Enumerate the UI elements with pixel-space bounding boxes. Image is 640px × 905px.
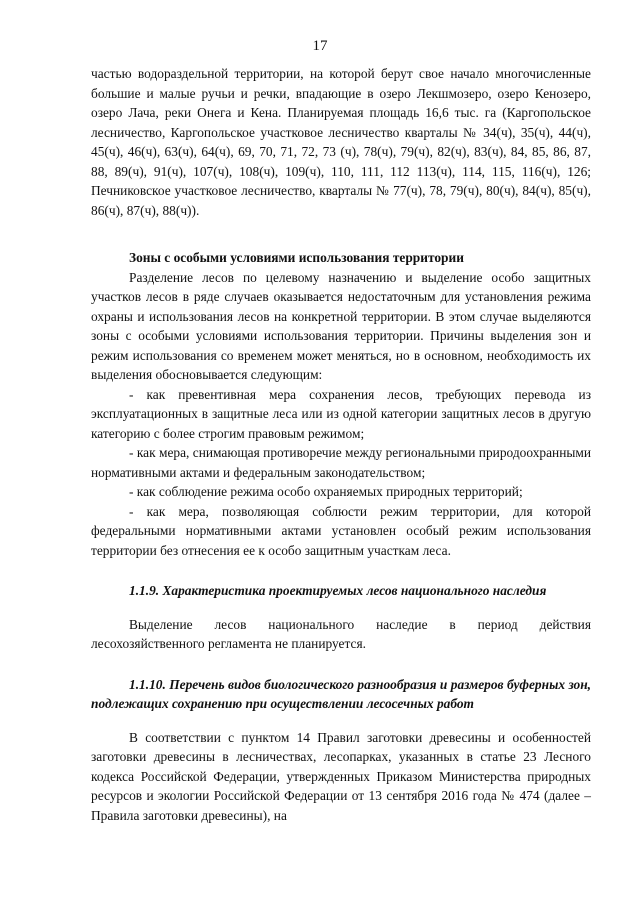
zones-heading: Зоны с особыми условиями использования территории bbox=[129, 250, 464, 265]
bullet-item: - как соблюдение режима особо охраняемых природных территорий; bbox=[129, 484, 523, 499]
zones-paragraph: Разделение лесов по целевому назначению и выделение особо защитных участков лесов в ряде случаев оказывается недостаточным для установления режима охраны и использования лесов на конкретной территории. В этом случае выделяются зоны с особыми условиями использования территории. Причины выделения зон и режим использования со временем может меняться, но в основном, необходимость их выделения обосновывается следующим: bbox=[91, 269, 591, 382]
intro-paragraph: частью водораздельной территории, на которой берут свое начало многочисленные большие и малые ручьи и речки, впадающие в озеро Лекшмозеро, озеро Кенозеро, озеро Лача, реки Онега и Кена. Планируемая площадь 16,6 тыс. га (Каргопольское лесничество, Каргопольское участковое лесничество кварталы № 34(ч), 35(ч), 44(ч), 45(ч), 46(ч), 63(ч), 64(ч), 69, 70, 71, 72, 73 (ч), 78(ч), 79(ч), 82(ч), 83(ч), 84, 85, 86, 87, 88, 89(ч), 91(ч), 107(ч), 108(ч), 109(ч), 110, 111, 112 113(ч), 114, 115, 116(ч), 126; Печниковское участковое лесничество, кварталы № 77(ч), 78, 79(ч), 80(ч), 84(ч), 85(ч), 86(ч), 87(ч), 88(ч)). bbox=[91, 66, 591, 218]
page-body bbox=[91, 64, 591, 825]
page-number: 17 bbox=[312, 38, 328, 54]
spacer bbox=[91, 220, 591, 248]
section-1110-heading: 1.1.10. Перечень видов биологического разнообразия и размеров буферных зон, подлежащих сохранению при осуществлении лесосечных работ bbox=[91, 676, 591, 711]
bullet-item: - как превентивная мера сохранения лесов, требующих перевода из эксплуатационных в защитные леса или из одной категории защитных лесов в другую категорию с более строгим правовым режимом; bbox=[91, 386, 591, 441]
spacer bbox=[91, 560, 591, 581]
section-1110-text: В соответствии с пунктом 14 Правил заготовки древесины и особенностей заготовки древесины в лесничествах, лесопарках, указанных в статье 23 Лесного кодекса Российской Федерации, утвержденных Приказом Министерства природных ресурсов и экологии Российской Федерации от 13 сентября 2016 года № 474 (далее – Правила заготовки древесины), на bbox=[91, 729, 591, 823]
spacer bbox=[91, 601, 591, 615]
bullet-item: - как мера, позволяющая соблюсти режим территории, для которой федеральными нормативными актами установлен особый режим использования территории без отнесения ее к особо защитным участкам леса. bbox=[91, 503, 591, 558]
spacer bbox=[91, 714, 591, 728]
section-119-heading: 1.1.9. Характеристика проектируемых лесов национального наследия bbox=[129, 583, 547, 598]
section-119-text: Выделение лесов национального наследие в период действия лесохозяйственного регламента не планируется. bbox=[91, 616, 591, 651]
spacer bbox=[91, 654, 591, 675]
bullet-item: - как мера, снимающая противоречие между региональными природоохранными нормативными актами и федеральным законодательством; bbox=[91, 445, 591, 480]
